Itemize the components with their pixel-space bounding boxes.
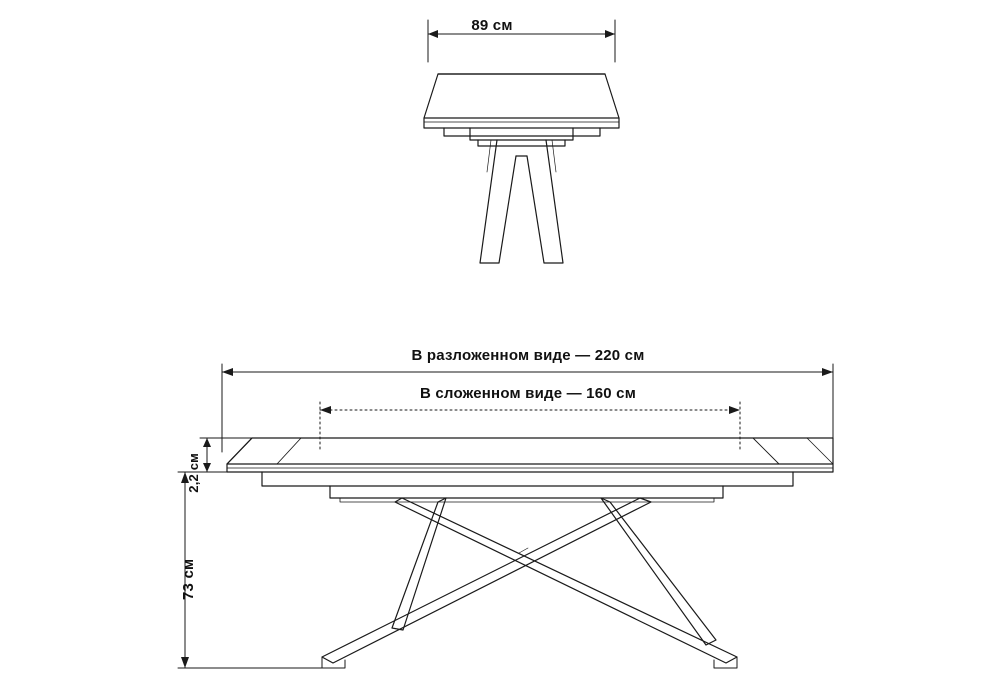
front-view-tabletop bbox=[227, 438, 833, 472]
front-view-group bbox=[178, 364, 833, 668]
dimension-label-closed: В сложенном виде — 160 см bbox=[419, 385, 637, 402]
dimension-220 bbox=[222, 364, 833, 452]
dimension-label-89: 89 см bbox=[471, 17, 513, 34]
end-view-group bbox=[424, 20, 619, 263]
front-view-legs bbox=[322, 498, 737, 668]
dimension-label-open: В разложенном виде — 220 см bbox=[411, 347, 645, 364]
end-view-tabletop bbox=[424, 74, 619, 136]
dimension-label-height: 73 см bbox=[180, 558, 197, 600]
dimension-2-2 bbox=[200, 438, 268, 472]
end-view-legs bbox=[480, 140, 563, 263]
dimension-label-thickness: 2,2 см bbox=[186, 453, 201, 493]
dimension-73 bbox=[178, 472, 330, 668]
front-view-apron bbox=[262, 472, 793, 502]
end-view-apron bbox=[470, 128, 573, 146]
dimension-160 bbox=[320, 402, 740, 452]
dimension-89 bbox=[428, 20, 615, 62]
